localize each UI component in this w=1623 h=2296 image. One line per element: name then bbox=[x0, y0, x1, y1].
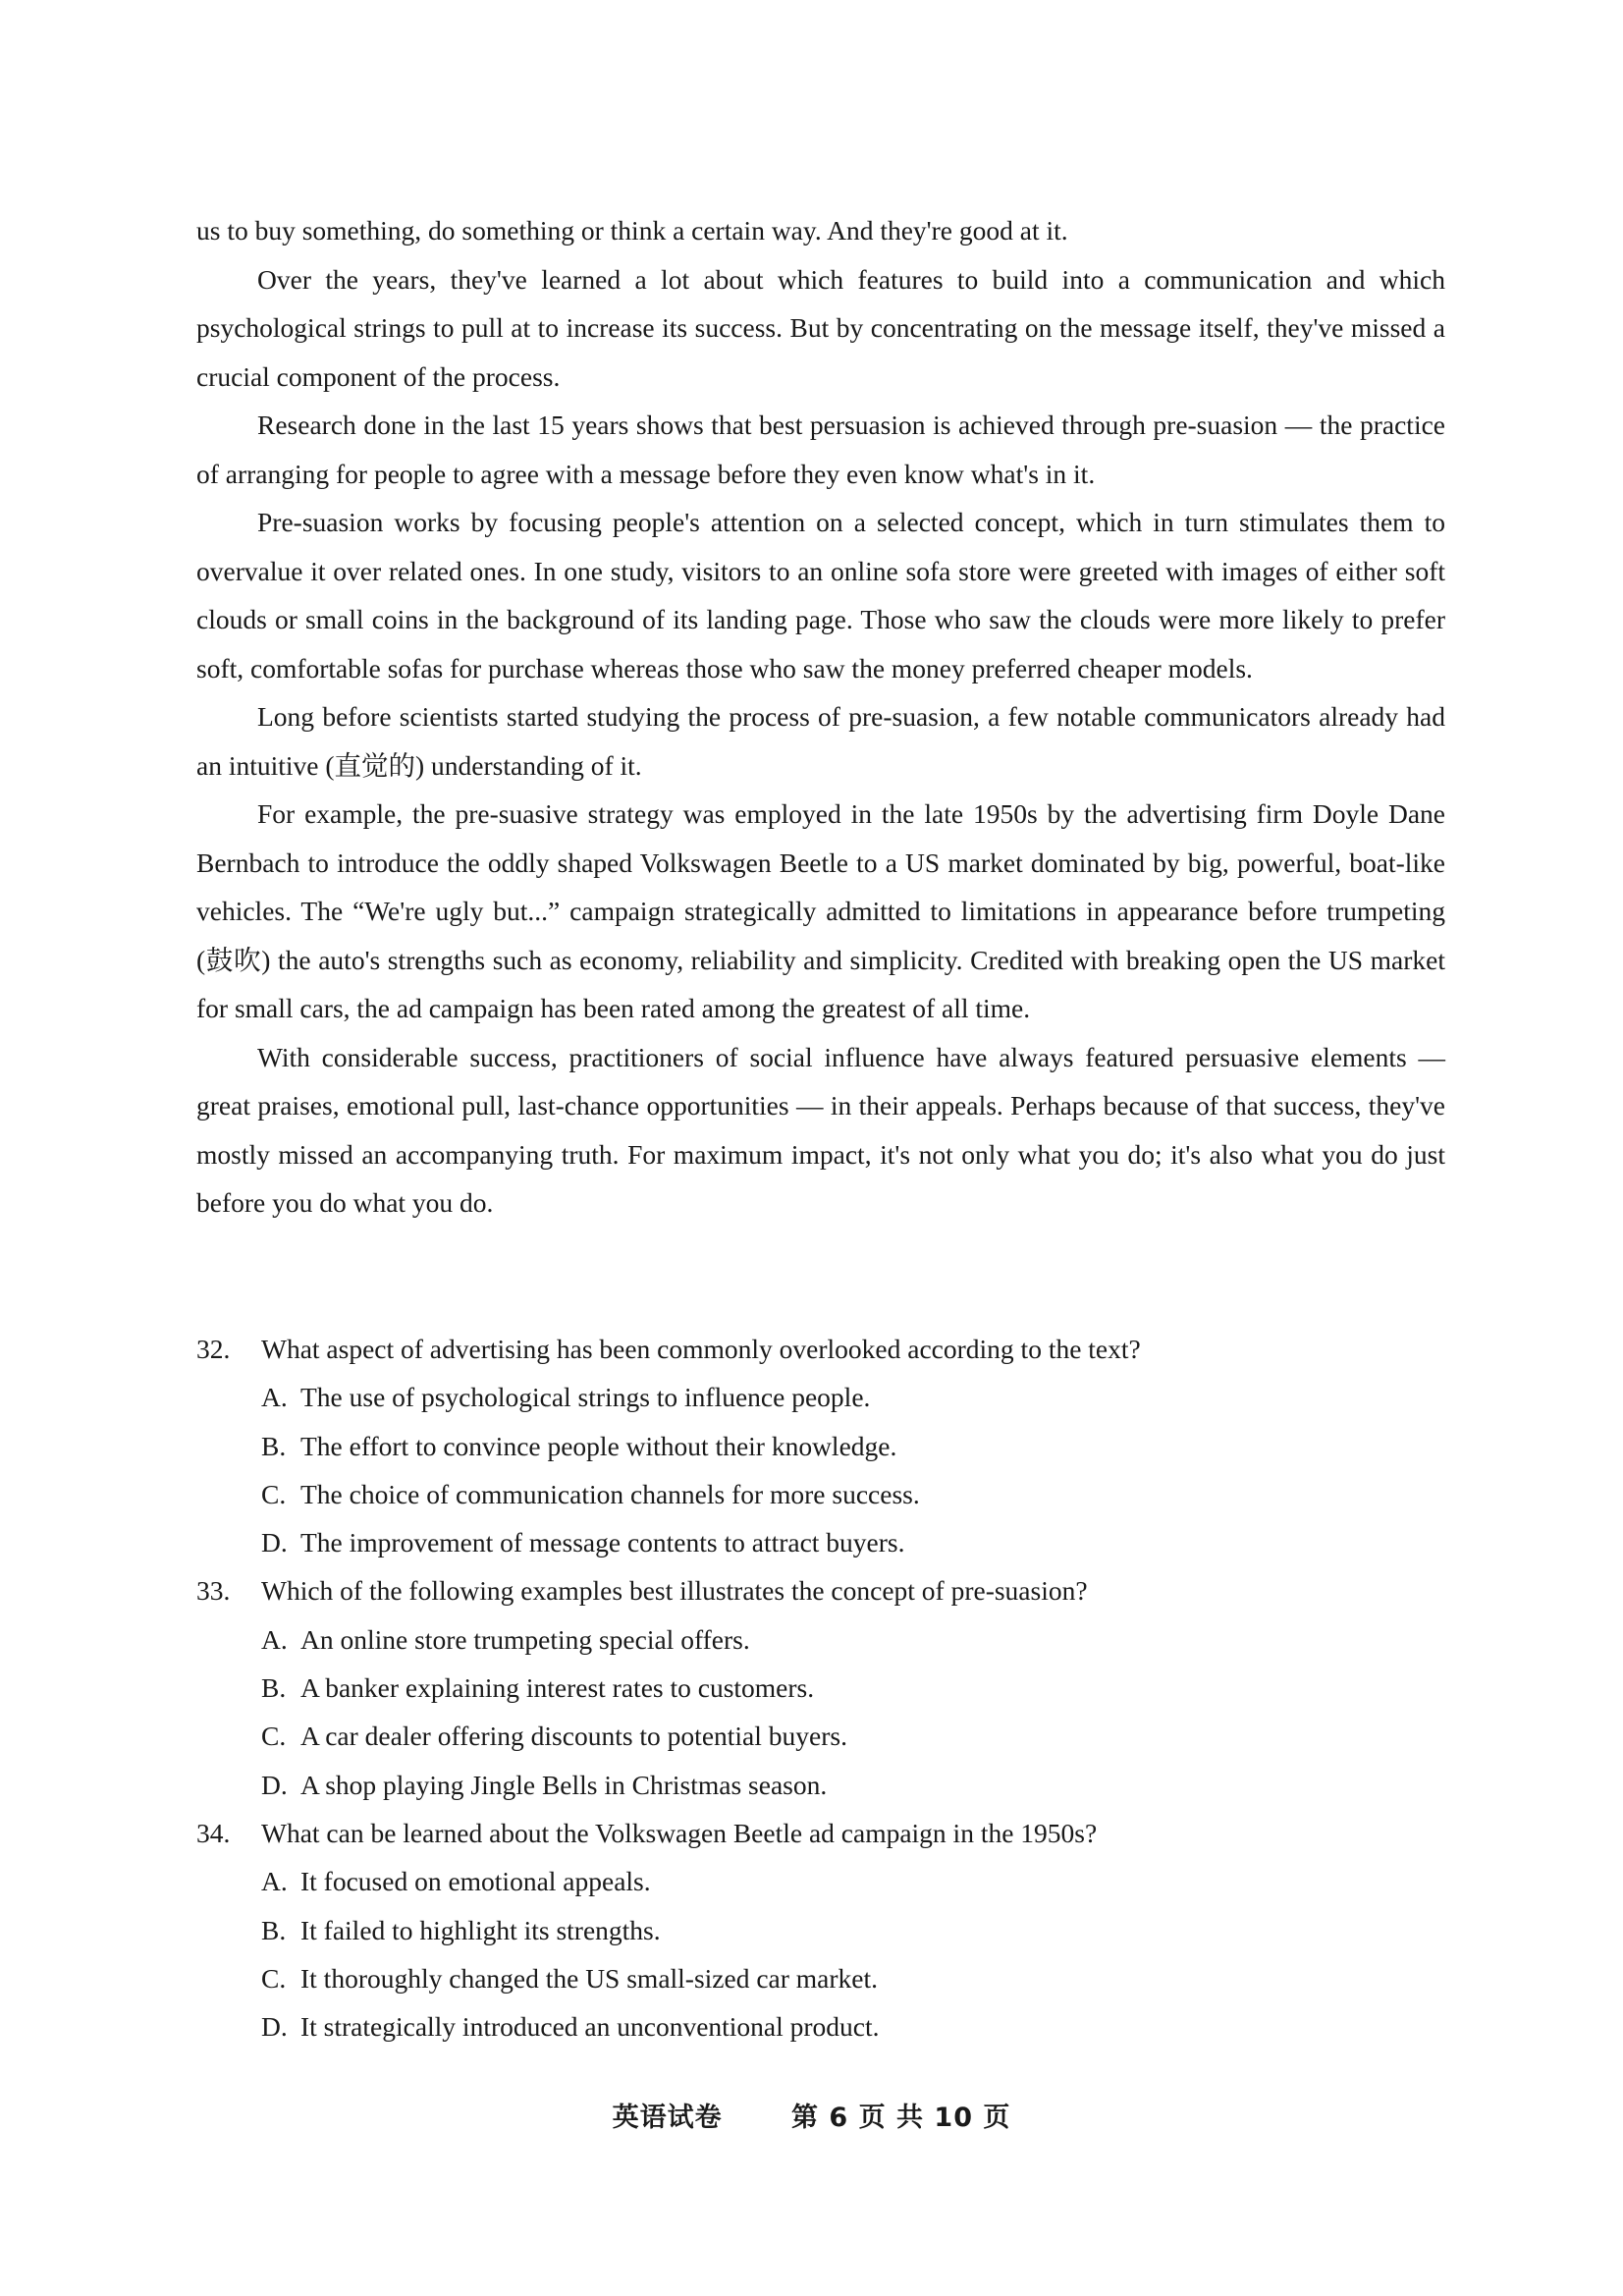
option-text: A shop playing Jingle Bells in Christmas season. bbox=[300, 1769, 828, 1800]
question-text: Which of the following examples best illustrates the concept of pre-suasion? bbox=[261, 1575, 1088, 1607]
option-a[interactable] bbox=[196, 1615, 1445, 1664]
question-number: 32. bbox=[196, 1334, 231, 1364]
reading-passage bbox=[196, 206, 1445, 1228]
question-text: What aspect of advertising has been commonly overlooked according to the text? bbox=[261, 1334, 1141, 1364]
page-footer bbox=[0, 2096, 1623, 2134]
option-list bbox=[196, 1373, 1445, 1566]
option-c[interactable] bbox=[196, 1470, 1445, 1518]
option-text: A banker explaining interest rates to customers. bbox=[300, 1672, 815, 1704]
option-c[interactable] bbox=[196, 1954, 1445, 2002]
question-34 bbox=[196, 1809, 1445, 2050]
option-text: The choice of communication channels for more success. bbox=[300, 1478, 920, 1509]
option-b[interactable] bbox=[196, 1906, 1445, 1954]
option-a[interactable] bbox=[196, 1857, 1445, 1905]
question-text: What can be learned about the Volkswagen Beetle ad campaign in the 1950s? bbox=[261, 1817, 1098, 1848]
option-letter: B. bbox=[261, 1430, 287, 1461]
option-letter: D. bbox=[261, 2011, 288, 2043]
option-text: The use of psychological strings to influence people. bbox=[300, 1382, 871, 1413]
option-text: The effort to convince people without their knowledge. bbox=[300, 1430, 897, 1461]
footer-subject: 英语试卷 bbox=[612, 2103, 723, 2133]
option-text: An online store trumpeting special offers. bbox=[300, 1623, 750, 1655]
passage-paragraph-7: With considerable success, practitioners of social influence have always featured persuasive elements — great praises, emotional pull, last-chance opportunities — in their appeals. Perhaps because of that success, they've mostly missed an accompanying truth. For maximum impact, it's not only what you do; it's also what you do just before you do what you do. bbox=[196, 1041, 1445, 1218]
question-stem bbox=[196, 1809, 1445, 1857]
option-text: It focused on emotional appeals. bbox=[300, 1866, 651, 1897]
option-letter: C. bbox=[261, 1478, 287, 1509]
passage-paragraph-6: For example, the pre-suasive strategy was employed in the late 1950s by the advertising firm Doyle Dane Bernbach to introduce the oddly shaped Volkswagen Beetle to a US market dominated by big, powerful, boat-like vehicles. The “We're ugly but...” campaign strategically admitted to limitations in appearance before trumpeting (鼓吹) the auto's strengths such as economy, reliability and simplicity. Credited with breaking open the US market for small cars, the ad campaign has been rated among the greatest of all time. bbox=[196, 798, 1445, 1023]
option-letter: B. bbox=[261, 1672, 287, 1704]
footer-page-number: 第 6 页 共 10 页 bbox=[791, 2103, 1011, 2133]
option-letter: B. bbox=[261, 1914, 287, 1945]
question-32 bbox=[196, 1325, 1445, 1566]
option-letter: A. bbox=[261, 1866, 288, 1897]
passage-paragraph-3: Research done in the last 15 years shows that best persuasion is achieved through pre-suasion — the practice of arranging for people to agree with a message before they even know what's in it. bbox=[196, 410, 1445, 489]
option-text: The improvement of message contents to attract buyers. bbox=[300, 1527, 905, 1558]
option-list bbox=[196, 1857, 1445, 2050]
question-33 bbox=[196, 1566, 1445, 1808]
option-d[interactable] bbox=[196, 1761, 1445, 1809]
option-letter: A. bbox=[261, 1623, 288, 1655]
option-letter: C. bbox=[261, 1721, 287, 1752]
option-text: It thoroughly changed the US small-sized car market. bbox=[300, 1962, 879, 1994]
question-stem bbox=[196, 1566, 1445, 1614]
question-stem bbox=[196, 1325, 1445, 1373]
question-number: 33. bbox=[196, 1575, 231, 1607]
option-letter: D. bbox=[261, 1769, 288, 1800]
option-letter: A. bbox=[261, 1382, 288, 1413]
passage-paragraph-5: Long before scientists started studying the process of pre-suasion, a few notable communicators already had an intuitive (直觉的) understanding of it. bbox=[196, 701, 1445, 781]
option-c[interactable] bbox=[196, 1712, 1445, 1760]
option-text: It failed to highlight its strengths. bbox=[300, 1914, 661, 1945]
option-list bbox=[196, 1615, 1445, 1809]
question-number: 34. bbox=[196, 1817, 231, 1848]
passage-paragraph-4: Pre-suasion works by focusing people's attention on a selected concept, which in turn stimulates them to overvalue it over related ones. In one study, visitors to an online sofa store were greeted with images of either soft clouds or small coins in the background of its landing page. Those who saw the clouds were more likely to prefer soft, comfortable sofas for purchase whereas those who saw the money preferred cheaper models. bbox=[196, 507, 1445, 683]
option-text: A car dealer offering discounts to potential buyers. bbox=[300, 1721, 847, 1752]
option-a[interactable] bbox=[196, 1373, 1445, 1421]
option-letter: D. bbox=[261, 1527, 288, 1558]
option-b[interactable] bbox=[196, 1422, 1445, 1470]
option-text: It strategically introduced an unconventional product. bbox=[300, 2011, 880, 2043]
option-d[interactable] bbox=[196, 2002, 1445, 2050]
question-list bbox=[196, 1325, 1445, 2050]
option-d[interactable] bbox=[196, 1518, 1445, 1566]
passage-paragraph-1: us to buy something, do something or think a certain way. And they're good at it. bbox=[196, 215, 1068, 246]
option-letter: C. bbox=[261, 1962, 287, 1994]
passage-paragraph-2: Over the years, they've learned a lot about which features to build into a communication and which psychological strings to pull at to increase its success. But by concentrating on the message itself, they've missed a crucial component of the process. bbox=[196, 263, 1445, 392]
option-b[interactable] bbox=[196, 1664, 1445, 1712]
